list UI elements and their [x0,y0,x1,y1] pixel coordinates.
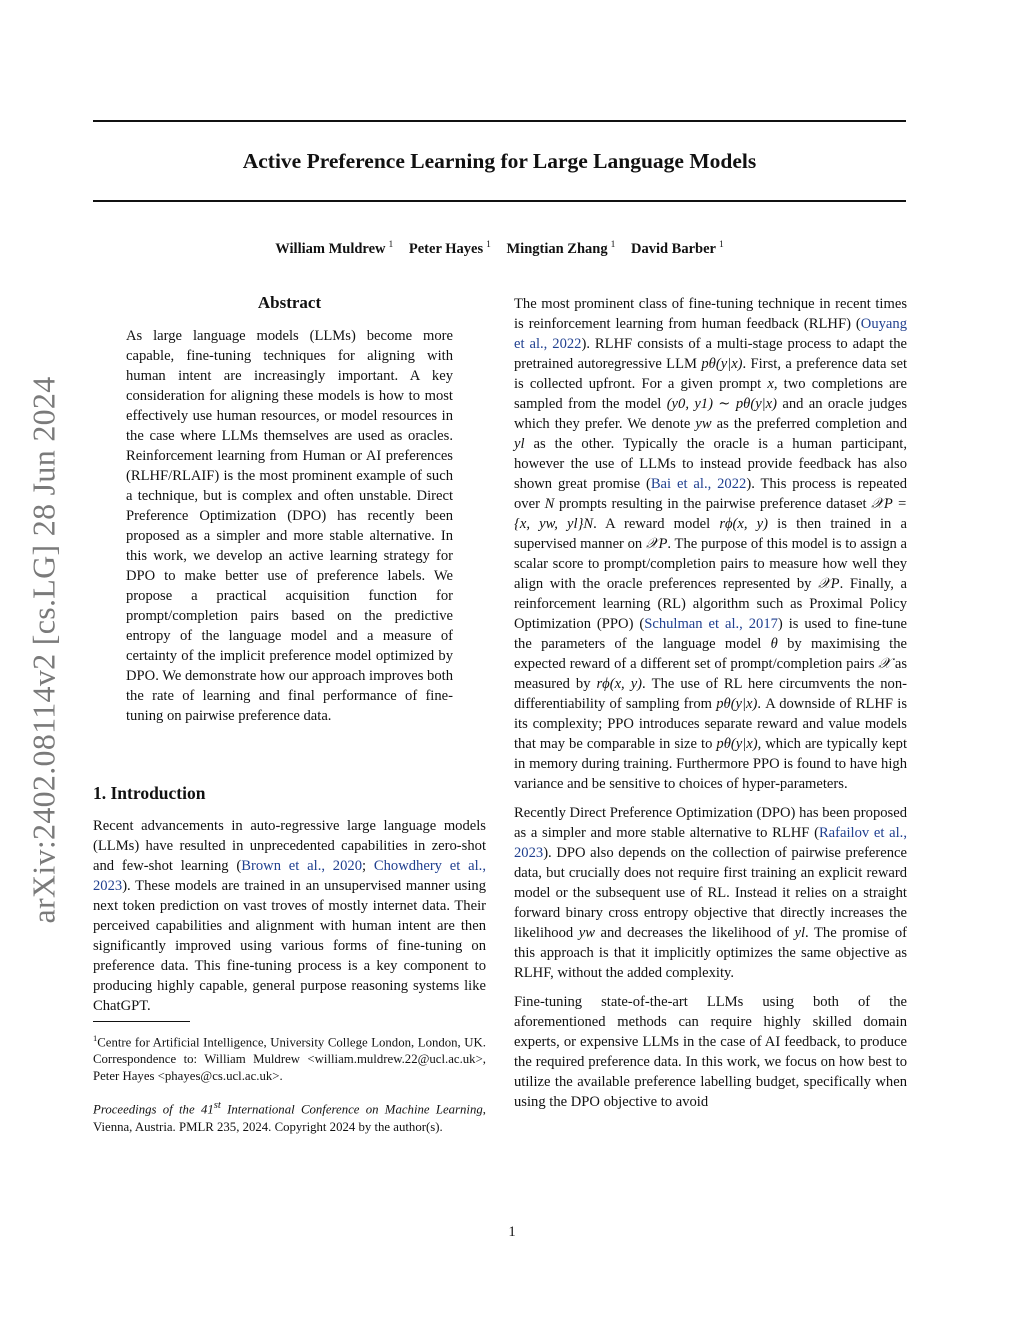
citation-link[interactable]: Bai et al., 2022 [650,476,747,492]
math-inline: pθ(y|x) [701,356,743,372]
math-inline: pθ(y|x) [716,736,758,752]
title-rule-top [93,120,906,122]
abstract-body: As large language models (LLMs) become more capable, fine-tuning techniques for aligning with human intent are increasingly important. A key consideration for aligning these models is how to most effectively use human resources, or model resources in the case where LLMs themselves are used as oracles. Reinforcement learning from Human or AI preferences (RLHF/RLAIF) is the most prominent example of such a technique, but is complex and often unstable. Direct Preference Optimization (DPO) has recently been proposed as a simpler and more stable alternative. In this work, we develop an active learning strategy for DPO to make better use of preference labels. We propose a practical acquisition function for prompt/completion pairs based on the predictive entropy of the language model and a measure of certainty of the implicit preference model optimized by DPO. We demonstrate how our approach improves both the rate of learning and final performance of fine-tuning on pairwise preference data. [126,328,453,724]
math-inline: N [544,496,555,512]
citation-link[interactable]: Schulman et al., 2017 [644,616,778,632]
dpo-paragraph: Recently Direct Preference Optimization (DPO) has been proposed as a simpler and more stable alternative to RLHF (Rafailov et al., 2023). DPO also depends on the collection of pairwise preference data, but crucially does not require first training an explicit reward model or the subsequent use of RL. Instead it relies on a straight forward binary cross entropy objective that directly increases the likelihood yw and decreases the likelihood of yl. The promise of this approach is that it implicitly optimizes the same objective as RLHF, without the added complexity. [514,805,907,981]
citation-link[interactable]: Rafailov et al., 2023 [514,825,907,861]
arxiv-side-label: arXiv:2402.08114v2 [cs.LG] 28 Jun 2024 [25,376,62,924]
page-number: 1 [508,1224,516,1240]
finetuning-paragraph: Fine-tuning state-of-the-art LLMs using both of the aforementioned methods can require highly skilled domain experts, or expensive LLMs in the case of AI feedback, to produce the required preference data. In this work, we focus on how best to utilize the available preference labelling budget, specifically when using the DPO objective to avoid [514,994,907,1110]
intro-paragraph: Recent advancements in auto-regressive large language models (LLMs) have resulted in unprecedented capabilities in zero-shot and few-shot learning (Brown et al., 2020; Chowdhery et al., 2023). These models are trained in an unsupervised manner using next token prediction on vast troves of mostly internet data. Their perceived capabilities and alignment with human intent are then significantly improved using various forms of fine-tuning on preference data. This fine-tuning process is a key component to producing highly capable, general purpose reasoning systems like ChatGPT. [93,818,486,1014]
math-inline: yw [578,925,595,941]
author: Mingtian Zhang $^1$ [506,240,616,257]
math-inline: 𝒳P [645,536,668,552]
math-inline: pθ(y|x) [716,696,758,712]
author: Peter Hayes $^1$ [408,240,491,257]
math-inline: 𝒳P = {x, yw, yl}N [514,496,907,532]
left-column [93,290,486,1136]
right-column [514,294,907,1121]
footnote-rule [93,1021,190,1022]
author: David Barber $^1$ [630,240,724,257]
math-inline: yl [514,436,525,452]
rlhf-paragraph: The most prominent class of fine-tuning technique in recent times is reinforcement learning from human feedback (RLHF) (Ouyang et al., 2022). RLHF consists of a multi-stage process to adapt the pretrained autoregressive LLM pθ(y|x). First, a preference data set is collected upfront. For a given prompt x, two completions are sampled from the model (y0, y1) ∼ pθ(y|x) and an oracle judges which they prefer. We denote yw as the preferred completion and yl as the other. Typically the oracle is a human participant, however the use of LLMs to instead provide feedback has also shown great promise (Bai et al., 2022). This process is repeated over N prompts resulting in the pairwise preference dataset 𝒳P = {x, yw, yl}N. A reward model rϕ(x, y) is then trained in a supervised manner on 𝒳P. The purpose of this model is to assign a scalar score to prompt/completion pairs to measure how well they align with the oracle preferences represented by 𝒳P. Finally, a reinforcement learning (RL) algorithm such as Proximal Policy Optimization (PPO) (Schulman et al., 2017) is used to fine-tune the parameters of the language model θ by maximising the expected reward of a different set of prompt/completion pairs 𝒳 as measured by rϕ(x, y). The use of RL here circumvents the non-differentiability of sampling from pθ(y|x). A downside of RLHF is its complexity; PPO introduces separate reward and value models that may be comparable in size to pθ(y|x), which are typically kept in memory during training. Furthermore PPO is found to have high variance and be sensitive to choices of hyper-parameters. [514,296,908,792]
math-inline: θ [770,636,778,652]
math-inline: (y0, y1) ∼ pθ(y|x) [666,396,778,412]
math-inline: rϕ(x, y) [719,516,769,532]
section-heading-introduction: 1. Introduction [93,783,206,803]
math-inline: 𝒳P [818,576,840,592]
author-list [93,235,906,259]
abstract-heading: Abstract [257,293,322,312]
paper-title: Active Preference Learning for Large Language Models [242,149,757,173]
citation-link[interactable]: Ouyang et al., 2022 [514,316,907,352]
citation-link[interactable]: Brown et al., 2020 [241,858,362,874]
math-inline: 𝒳 [878,656,891,672]
math-inline: yl [794,925,806,941]
author: William Muldrew $^1$ [275,240,394,257]
citation-link[interactable]: Chowdhery et al., 2023 [93,858,486,894]
proceedings-note: Proceedings of the 41st International Conference on Machine Learning, Vienna, Austria. PMLR 235, 2024. Copyright 2024 by the author(s). [93,1100,486,1134]
math-inline: x [767,376,774,392]
affiliation-footnote: $^1$Centre for Artificial Intelligence, University College London, London, UK. Correspondence to: William Muldrew <william.muldrew.22@ucl.ac.uk>, Peter Hayes <phayes@cs.ucl.ac.uk>. [93,1033,486,1084]
title-rule-bottom [93,200,906,202]
math-inline: rϕ(x, y) [596,676,643,692]
math-inline: yw [695,416,712,432]
